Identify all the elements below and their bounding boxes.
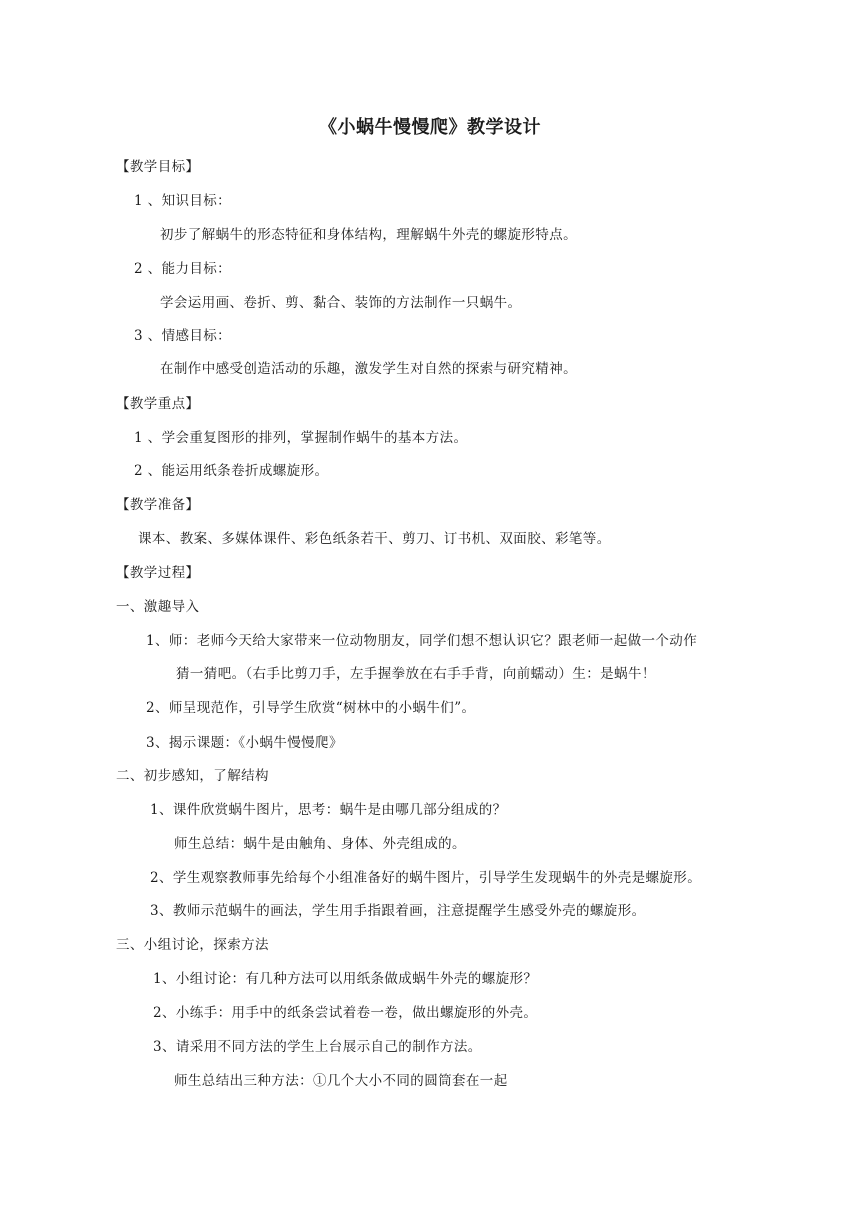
section-heading-process: 【教学过程】 bbox=[116, 565, 200, 581]
paragraph: 初步了解蜗牛的形态特征和身体结构，理解蜗牛外壳的螺旋形特点。 bbox=[160, 227, 577, 243]
list-item: 2、学生观察教师事先给每个小组准备好的蜗牛图片，引导学生发现蜗牛的外壳是螺旋形。 bbox=[150, 870, 702, 886]
subsection-heading: 二、初步感知，了解结构 bbox=[116, 768, 269, 784]
list-item-continuation: 猜一猜吧。（右手比剪刀手，左手握拳放在右手手背，向前蠕动）生：是蜗牛！ bbox=[176, 666, 656, 682]
list-item: 3、揭示课题：《小蜗牛慢慢爬》 bbox=[146, 735, 343, 751]
list-item: 2 、能力目标： bbox=[134, 261, 232, 277]
list-item: 2、小练手：用手中的纸条尝试着卷一卷，做出螺旋形的外壳。 bbox=[153, 1005, 538, 1021]
list-item: 2 、能运用纸条卷折成螺旋形。 bbox=[134, 463, 329, 479]
paragraph: 学会运用画、卷折、剪、黏合、装饰的方法制作一只蜗牛。 bbox=[160, 295, 522, 311]
list-item: 1、课件欣赏蜗牛图片，思考：蜗牛是由哪几部分组成的？ bbox=[150, 802, 507, 818]
list-item: 3、教师示范蜗牛的画法，学生用手指跟着画，注意提醒学生感受外壳的螺旋形。 bbox=[150, 903, 646, 919]
list-item: 1 、学会重复图形的排列，掌握制作蜗牛的基本方法。 bbox=[134, 430, 468, 446]
list-item: 3、请采用不同方法的学生上台展示自己的制作方法。 bbox=[153, 1039, 482, 1055]
section-heading-preparation: 【教学准备】 bbox=[116, 497, 200, 513]
subsection-heading: 一、激趣导入 bbox=[116, 599, 200, 615]
subsection-heading: 三、小组讨论，探索方法 bbox=[116, 937, 269, 953]
paragraph: 师生总结：蜗牛是由触角、身体、外壳组成的。 bbox=[174, 836, 466, 852]
list-item: 1 、知识目标： bbox=[134, 193, 232, 209]
paragraph: 课本、教案、多媒体课件、彩色纸条若干、剪刀、订书机、双面胶、彩笔等。 bbox=[138, 531, 611, 547]
list-item: 1、师：老师今天给大家带来一位动物朋友，同学们想不想认识它？跟老师一起做一个动作 bbox=[146, 633, 698, 649]
section-heading-goals: 【教学目标】 bbox=[116, 159, 200, 175]
list-item: 1、小组讨论：有几种方法可以用纸条做成蜗牛外壳的螺旋形？ bbox=[153, 971, 538, 987]
section-heading-focus: 【教学重点】 bbox=[116, 396, 200, 412]
paragraph: 师生总结出三种方法：①几个大小不同的圆筒套在一起 bbox=[174, 1073, 508, 1089]
paragraph: 在制作中感受创造活动的乐趣，激发学生对自然的探索与研究精神。 bbox=[160, 361, 577, 377]
list-item: 3 、情感目标： bbox=[134, 328, 232, 344]
list-item: 2、师呈现范作，引导学生欣赏“树林中的小蜗牛们”。 bbox=[146, 700, 476, 716]
document-title: 《小蜗牛慢慢爬》教学设计 bbox=[319, 117, 541, 138]
